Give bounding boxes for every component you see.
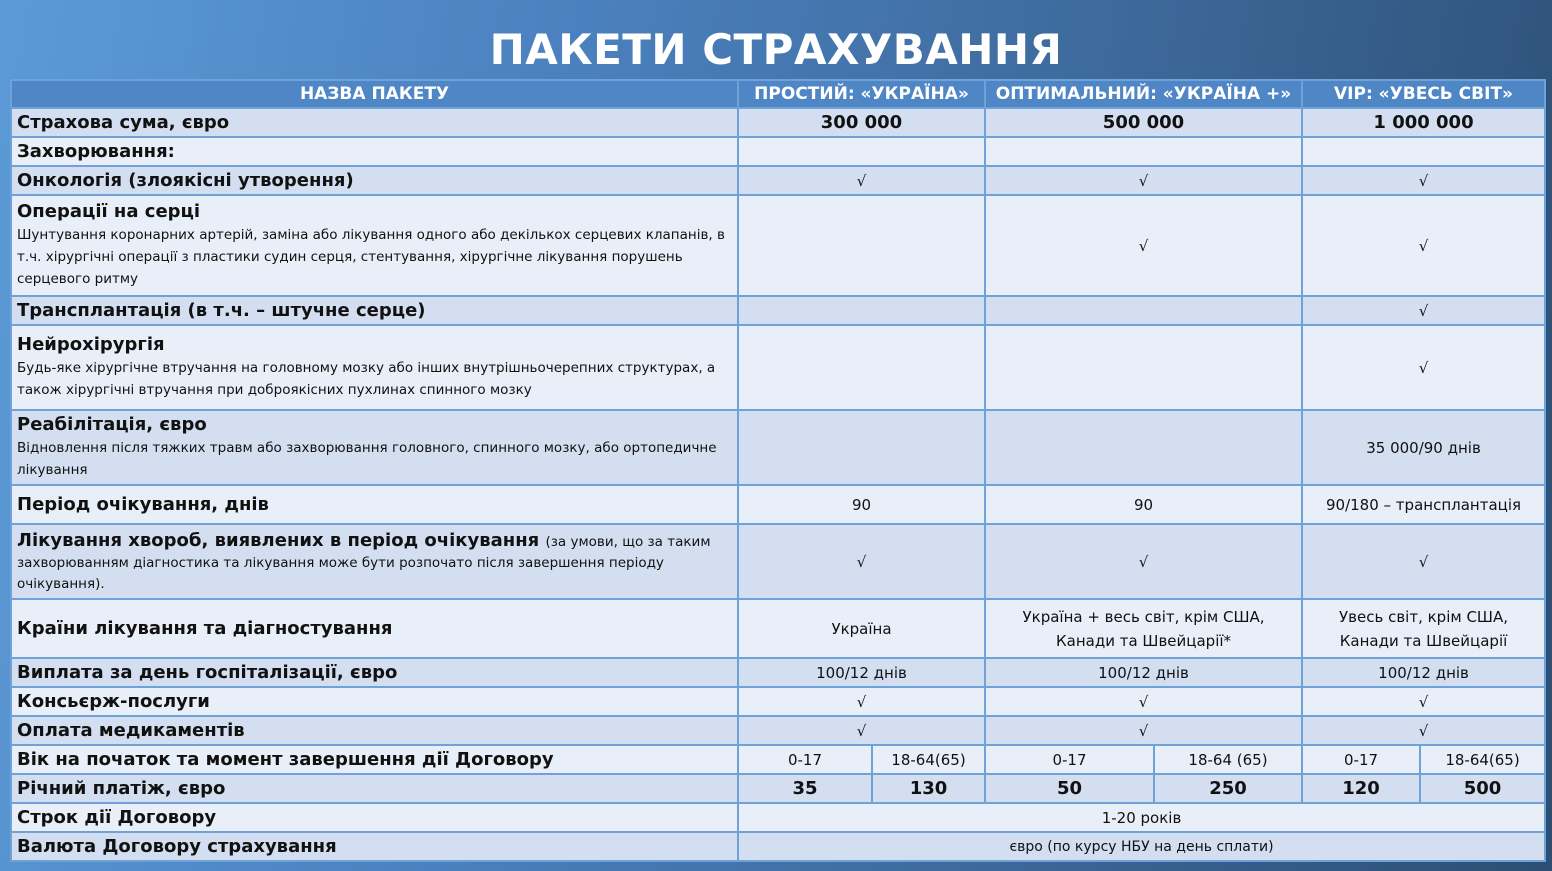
row-countries <box>11 599 1545 658</box>
cell-age: 0-17 <box>738 745 872 774</box>
row-waiting <box>11 485 1545 524</box>
row-sum <box>11 108 1545 137</box>
row-label: Онкологія (злоякісні утворення) <box>11 166 738 195</box>
cell-premium: 50 <box>985 774 1154 803</box>
cell-simple: 300 000 <box>738 108 985 137</box>
header-package-name: НАЗВА ПАКЕТУ <box>11 80 738 108</box>
cell-optimal: Україна + весь світ, крім США, Канади та Швейцарії* <box>985 599 1302 658</box>
cell-optimal: 100/12 днів <box>985 658 1302 687</box>
check-icon: √ <box>1302 296 1545 325</box>
row-label: Реабілітація, євро <box>17 414 207 435</box>
cell-vip: 100/12 днів <box>1302 658 1545 687</box>
header-vip: VIP: «УВЕСЬ СВІТ» <box>1302 80 1545 108</box>
cell-currency: євро (по курсу НБУ на день сплати) <box>738 832 1545 861</box>
row-label-cell <box>11 410 738 485</box>
row-label: Консьєрж-послуги <box>11 687 738 716</box>
row-medicines <box>11 716 1545 745</box>
cell-vip <box>1302 137 1545 166</box>
check-icon: √ <box>738 524 985 599</box>
cell-simple <box>738 296 985 325</box>
cell-term: 1-20 років <box>738 803 1545 832</box>
row-label: Строк дії Договору <box>11 803 738 832</box>
cell-age: 0-17 <box>1302 745 1420 774</box>
row-neuro <box>11 325 1545 410</box>
check-icon: √ <box>985 166 1302 195</box>
cell-vip: 35 000/90 днів <box>1302 410 1545 485</box>
header-row <box>11 80 1545 108</box>
row-premium <box>11 774 1545 803</box>
check-icon: √ <box>985 195 1302 296</box>
header-simple: ПРОСТИЙ: «УКРАЇНА» <box>738 80 985 108</box>
row-hospital <box>11 658 1545 687</box>
cell-simple <box>738 195 985 296</box>
row-label: Захворювання: <box>11 137 738 166</box>
header-optimal: ОПТИМАЛЬНИЙ: «УКРАЇНА +» <box>985 80 1302 108</box>
check-icon: √ <box>1302 325 1545 410</box>
row-currency <box>11 832 1545 861</box>
cell-premium: 500 <box>1420 774 1545 803</box>
row-heart <box>11 195 1545 296</box>
cell-age: 18-64(65) <box>872 745 985 774</box>
check-icon: √ <box>1302 716 1545 745</box>
page-title: ПАКЕТИ СТРАХУВАННЯ <box>489 25 1063 74</box>
cell-simple: Україна <box>738 599 985 658</box>
cell-vip: 1 000 000 <box>1302 108 1545 137</box>
cell-premium: 35 <box>738 774 872 803</box>
row-label: Річний платіж, євро <box>11 774 738 803</box>
row-age <box>11 745 1545 774</box>
row-note: Відновлення після тяжких травм або захворювання головного, спинного мозку, або ортопедичне лікування <box>17 440 717 478</box>
row-note: (за умови, що за таким захворюванням діагностика та лікування може бути розпочато після завершення періоду очікування). <box>17 534 711 592</box>
check-icon: √ <box>985 687 1302 716</box>
row-label: Трансплантація (в т.ч. – штучне серце) <box>11 296 738 325</box>
cell-age: 0-17 <box>985 745 1154 774</box>
cell-simple <box>738 325 985 410</box>
row-label: Країни лікування та діагностування <box>11 599 738 658</box>
cell-simple: 90 <box>738 485 985 524</box>
row-oncology <box>11 166 1545 195</box>
cell-optimal <box>985 410 1302 485</box>
row-label: Вік на початок та момент завершення дії Договору <box>11 745 738 774</box>
cell-premium: 250 <box>1154 774 1302 803</box>
check-icon: √ <box>985 716 1302 745</box>
row-label: Страхова сума, євро <box>11 108 738 137</box>
row-label: Оплата медикаментів <box>11 716 738 745</box>
row-label: Виплата за день госпіталізації, євро <box>11 658 738 687</box>
check-icon: √ <box>1302 687 1545 716</box>
row-transplant <box>11 296 1545 325</box>
row-label-cell <box>11 524 738 599</box>
cell-premium: 120 <box>1302 774 1420 803</box>
row-label: Операції на серці <box>17 201 201 222</box>
cell-optimal <box>985 137 1302 166</box>
row-waiting-treatment <box>11 524 1545 599</box>
row-label: Нейрохірургія <box>17 334 165 355</box>
cell-vip: Увесь світ, крім США, Канади та Швейцарії <box>1302 599 1545 658</box>
row-term <box>11 803 1545 832</box>
check-icon: √ <box>738 166 985 195</box>
insurance-packages-table <box>10 79 1546 862</box>
row-rehab <box>11 410 1545 485</box>
cell-simple <box>738 137 985 166</box>
row-label: Період очікування, днів <box>11 485 738 524</box>
row-note: Будь-яке хірургічне втручання на головному мозку або інших внутрішньочерепних структурах, а також хірургічні втручання при доброякісних пухлинах спинного мозку <box>17 360 716 398</box>
cell-vip: 90/180 – трансплантація <box>1302 485 1545 524</box>
check-icon: √ <box>738 716 985 745</box>
row-label-cell <box>11 195 738 296</box>
cell-optimal: 500 000 <box>985 108 1302 137</box>
check-icon: √ <box>985 524 1302 599</box>
cell-premium: 130 <box>872 774 985 803</box>
cell-age: 18-64 (65) <box>1154 745 1302 774</box>
row-diseases <box>11 137 1545 166</box>
check-icon: √ <box>1302 195 1545 296</box>
check-icon: √ <box>1302 166 1545 195</box>
cell-simple: 100/12 днів <box>738 658 985 687</box>
cell-age: 18-64(65) <box>1420 745 1545 774</box>
cell-optimal <box>985 296 1302 325</box>
cell-optimal <box>985 325 1302 410</box>
check-icon: √ <box>1302 524 1545 599</box>
row-label: Валюта Договору страхування <box>11 832 738 861</box>
row-label: Лікування хвороб, виявлених в період очікування <box>17 530 540 551</box>
cell-optimal: 90 <box>985 485 1302 524</box>
cell-simple <box>738 410 985 485</box>
row-label-cell <box>11 325 738 410</box>
row-concierge <box>11 687 1545 716</box>
row-note: Шунтування коронарних артерій, заміна або лікування одного або декількох серцевих клапанів, в т.ч. хірургічні операції з пластики судин серця, стентування, хірургічне лікування порушень серцевого ритму <box>17 227 725 287</box>
check-icon: √ <box>738 687 985 716</box>
